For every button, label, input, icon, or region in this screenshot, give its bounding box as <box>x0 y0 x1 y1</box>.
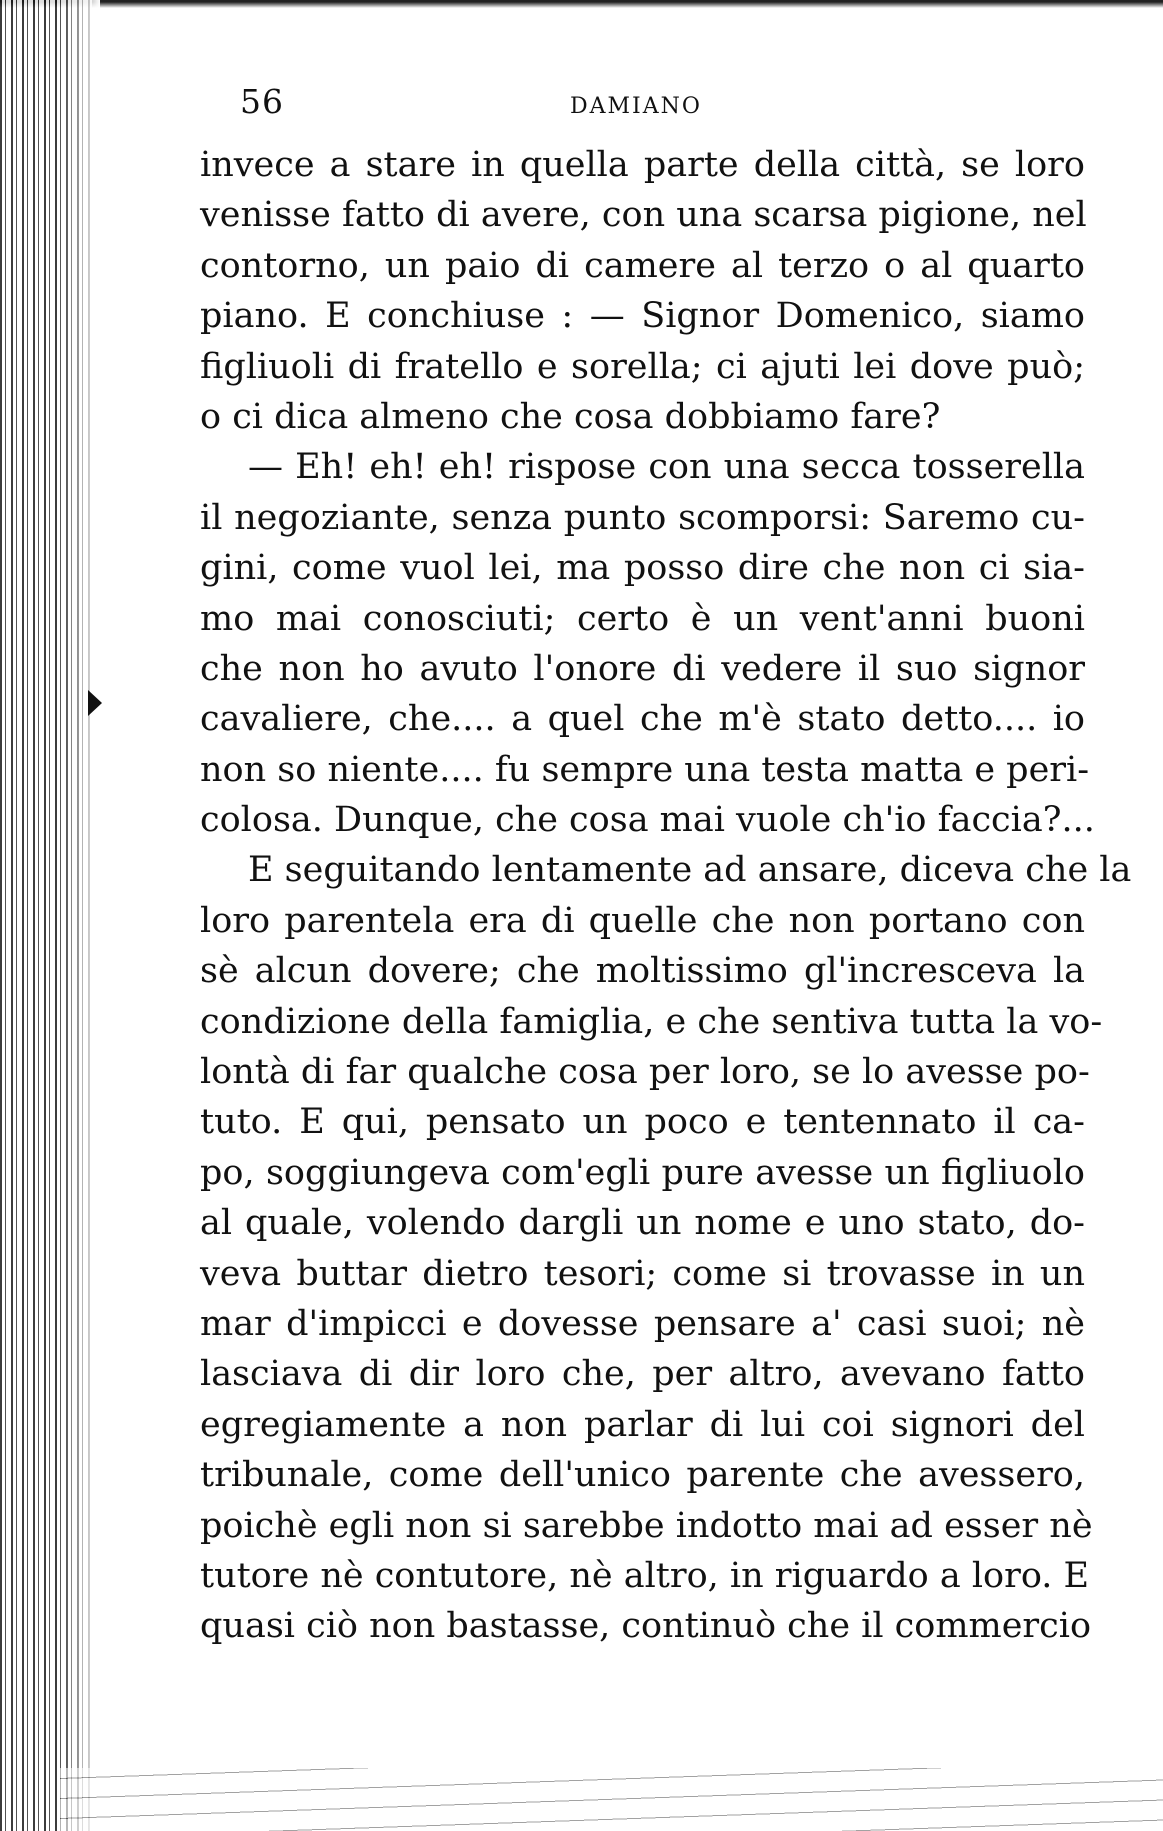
text-line: veva buttar dietro tesori; come si trovasse in un <box>200 1253 1085 1294</box>
text-line: non so niente.... fu sempre una testa matta e peri- <box>200 749 1090 790</box>
text-line: tribunale, come dell'unico parente che avessero, <box>200 1455 1085 1496</box>
text-line: mo mai conosciuti; certo è un vent'anni buoni <box>200 598 1085 639</box>
text-line: tutore nè contutore, nè altro, in riguardo a loro. E <box>200 1555 1090 1596</box>
text-line: mar d'impicci e dovesse pensare a' casi suoi; nè <box>200 1303 1085 1344</box>
text-line: poichè egli non si sarebbe indotto mai ad esser nè <box>200 1505 1093 1546</box>
text-line: che non ho avuto l'onore di vedere il suo signor <box>200 648 1085 689</box>
text-line: — Eh! eh! eh! rispose con una secca tosserella <box>248 447 1085 488</box>
page-header <box>240 82 1120 132</box>
text-line: o ci dica almeno che cosa dobbiamo fare? <box>200 396 941 437</box>
text-line: contorno, un paio di camere al terzo o al quarto <box>200 245 1085 286</box>
text-line: figliuoli di fratello e sorella; ci ajuti lei dove può; <box>200 346 1085 387</box>
text-line: lasciava di dir loro che, per altro, avevano fatto <box>200 1354 1085 1395</box>
page-top-edge <box>0 0 1163 8</box>
body-text <box>200 140 1132 1652</box>
binding-shadow <box>60 0 100 1831</box>
text-line: egregiamente a non parlar di lui coi signori del <box>200 1404 1085 1445</box>
text-line: lontà di far qualche cosa per loro, se lo avesse po- <box>200 1052 1090 1093</box>
text-line: venisse fatto di avere, con una scarsa pigione, nel <box>200 195 1087 236</box>
text-line: gini, come vuol lei, ma posso dire che non ci sia- <box>200 548 1085 589</box>
text-line: E seguitando lentamente ad ansare, diceva che la <box>248 850 1132 891</box>
text-line: al quale, volendo dargli un nome e uno stato, do- <box>200 1203 1085 1244</box>
text-line: po, soggiungeva com'egli pure avesse un figliuolo <box>200 1152 1085 1193</box>
text-line: quasi ciò non bastasse, continuò che il commercio <box>200 1606 1092 1647</box>
text-line: tuto. E qui, pensato un poco e tentennato il ca- <box>200 1102 1085 1143</box>
running-head: DAMIANO <box>570 94 702 119</box>
text-line: condizione della famiglia, e che sentiva tutta la vo- <box>200 1001 1103 1042</box>
text-line: sè alcun dovere; che moltissimo gl'incresceva la <box>200 951 1085 992</box>
text-line: invece a stare in quella parte della città, se loro <box>200 145 1085 185</box>
text-line: cavaliere, che.... a quel che m'è stato detto.... io <box>200 699 1085 740</box>
page-number: 56 <box>240 82 284 121</box>
text-line: loro parentela era di quelle che non portano con <box>200 900 1085 941</box>
page-bottom-edge <box>60 1768 1163 1831</box>
text-line: colosa. Dunque, che cosa mai vuole ch'io faccia?... <box>200 800 1095 841</box>
text-line: il negoziante, senza punto scomporsi: Saremo cu- <box>200 497 1085 538</box>
text-line: piano. E conchiuse : — Signor Domenico, siamo <box>200 296 1085 337</box>
